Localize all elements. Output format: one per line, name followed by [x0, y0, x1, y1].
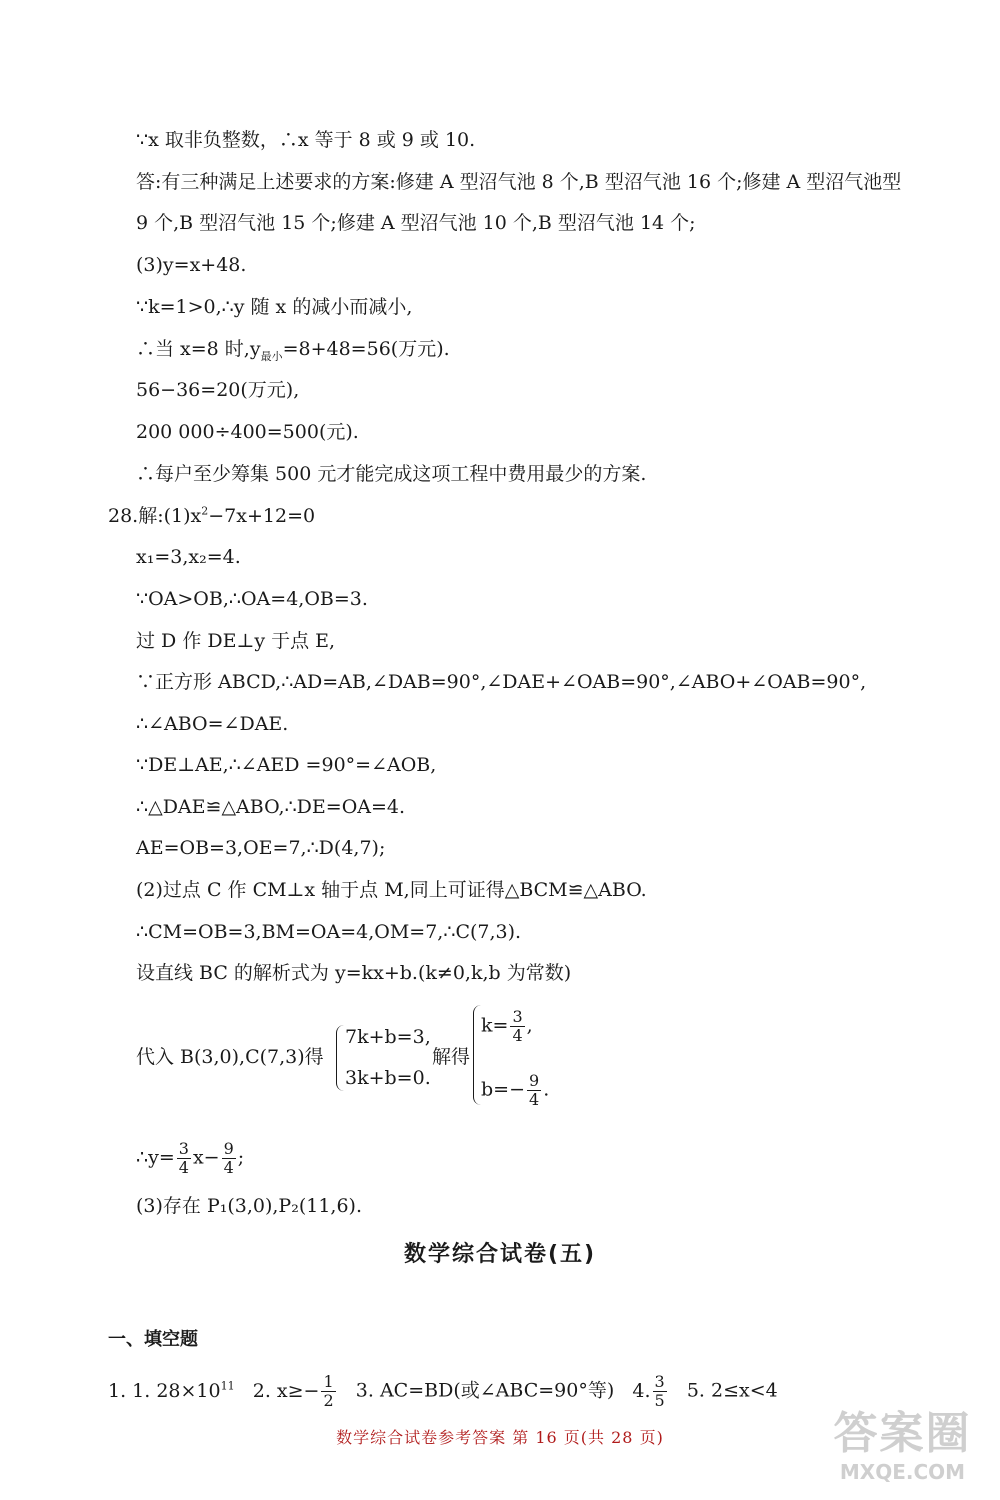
- fraction-answer-2-num: 1: [323, 1372, 334, 1391]
- fraction-slope-num: 3: [178, 1139, 189, 1158]
- answer-2-pre: 2. x≥−: [252, 1379, 320, 1402]
- line-8: 200 000÷400=500(元).: [136, 421, 359, 443]
- line-6-sub: 最小: [260, 349, 283, 363]
- line-7: 56−36=20(万元),: [136, 379, 300, 401]
- line-20: ∴CM=OB=3,BM=OA=4,OM=7,∴C(7,3).: [136, 921, 522, 943]
- fraction-b-den: 4: [529, 1090, 540, 1109]
- line-5: ∵k=1>0,∴y 随 x 的减小而减小,: [136, 296, 413, 318]
- line-19: (2)过点 C 作 CM⊥x 轴于点 M,同上可证得△BCM≌△ABO.: [136, 879, 647, 901]
- fraction-answer-4: [653, 1373, 667, 1410]
- fraction-slope: [177, 1140, 191, 1177]
- solution-k: [481, 1008, 533, 1045]
- fraction-answer-4-num: 3: [654, 1372, 665, 1391]
- fraction-k-num: 3: [512, 1007, 523, 1026]
- answer-1-base: 1. 1. 28×10: [108, 1379, 221, 1402]
- fraction-k: [510, 1008, 524, 1045]
- line-6-a: ∴当 x=8 时,y: [136, 338, 261, 360]
- answer-4: [632, 1372, 668, 1410]
- fill-in-answers: [108, 1373, 778, 1410]
- line-10-a: 28.解:(1)x: [108, 505, 202, 527]
- answer-5: 5. 2≤x<4: [686, 1379, 778, 1402]
- line-23-post: ;: [237, 1146, 245, 1169]
- answer-4-pre: 4.: [632, 1379, 651, 1402]
- line-12: ∵OA>OB,∴OA=4,OB=3.: [136, 588, 368, 610]
- line-2: 答:有三种满足上述要求的方案:修建 A 型沼气池 8 个,B 型沼气池 16 个;修建 A 型沼气池型: [136, 171, 902, 193]
- line-1: ∵x 取非负整数，∴x 等于 8 或 9 或 10.: [136, 129, 476, 151]
- line-14: ∵正方形 ABCD,∴AD=AB,∠DAB=90°,∠DAE+∠OAB=90°,∠ABO+∠OAB=90°,: [136, 671, 867, 693]
- watermark-url: MXQE.COM: [839, 1460, 966, 1484]
- system-1-eq-a: 7k+b=3,: [345, 1026, 431, 1048]
- fraction-answer-4-den: 5: [654, 1391, 665, 1410]
- watermark-logo: 答案圈: [833, 1408, 972, 1459]
- line-3: 9 个,B 型沼气池 15 个;修建 A 型沼气池 10 个,B 型沼气池 14 个;: [136, 212, 696, 234]
- fraction-intercept-den: 4: [223, 1158, 234, 1177]
- line-16: ∵DE⊥AE,∴∠AED =90°=∠AOB,: [136, 754, 437, 776]
- line-23-pre: ∴y=: [136, 1146, 175, 1169]
- fraction-answer-2-den: 2: [323, 1391, 334, 1410]
- line-10-b: −7x+12=0: [208, 505, 316, 527]
- line-9: ∴每户至少筹集 500 元才能完成这项工程中费用最少的方案.: [136, 463, 647, 485]
- section-title: 数学综合试卷(五): [403, 1242, 597, 1267]
- solution-b-pre: b=−: [481, 1078, 526, 1101]
- line-6-b: =8+48=56(万元).: [282, 338, 450, 360]
- site-watermark: [815, 1408, 990, 1493]
- line-6: [136, 337, 450, 361]
- line-4: (3)y=x+48.: [136, 254, 247, 276]
- fraction-b: [527, 1072, 541, 1109]
- subsection-title: 一、填空题: [108, 1329, 198, 1350]
- answer-3: 3. AC=BD(或∠ABC=90°等): [355, 1379, 615, 1402]
- solution-k-post: ,: [526, 1014, 533, 1037]
- line-10: [108, 504, 315, 528]
- line-15: ∴∠ABO=∠DAE.: [136, 713, 289, 735]
- system-1-eq-b: 3k+b=0.: [345, 1067, 431, 1089]
- line-11: x₁=3,x₂=4.: [136, 546, 241, 568]
- line-18: AE=OB=3,OE=7,∴D(4,7);: [136, 837, 386, 859]
- line-22-solve: 解得: [432, 1046, 471, 1068]
- fraction-answer-2: [321, 1373, 335, 1410]
- solution-k-pre: k=: [481, 1014, 509, 1037]
- answer-1-exp: 11: [220, 1379, 235, 1393]
- line-24: (3)存在 P₁(3,0),P₂(11,6).: [136, 1195, 363, 1217]
- fraction-slope-den: 4: [178, 1158, 189, 1177]
- solution-b-post: .: [543, 1078, 550, 1101]
- page-footer: 数学综合试卷参考答案 第 16 页(共 28 页): [336, 1428, 664, 1447]
- fraction-k-den: 4: [512, 1026, 523, 1045]
- line-23-mid: x−: [192, 1146, 220, 1169]
- fraction-b-num: 9: [529, 1071, 540, 1090]
- line-13: 过 D 作 DE⊥y 于点 E,: [136, 630, 336, 652]
- line-21: 设直线 BC 的解析式为 y=kx+b.(k≠0,k,b 为常数): [136, 962, 572, 984]
- fraction-intercept: [222, 1140, 236, 1177]
- line-17: ∴△DAE≌△ABO,∴DE=OA=4.: [136, 796, 406, 818]
- answer-1: [108, 1380, 235, 1402]
- line-23: [136, 1140, 244, 1177]
- solution-b: [481, 1072, 549, 1109]
- line-10-sup: 2: [201, 504, 209, 518]
- answer-2: [252, 1372, 338, 1410]
- fraction-intercept-num: 9: [223, 1139, 234, 1158]
- line-22: 代入 B(3,0),C(7,3)得: [136, 1046, 324, 1068]
